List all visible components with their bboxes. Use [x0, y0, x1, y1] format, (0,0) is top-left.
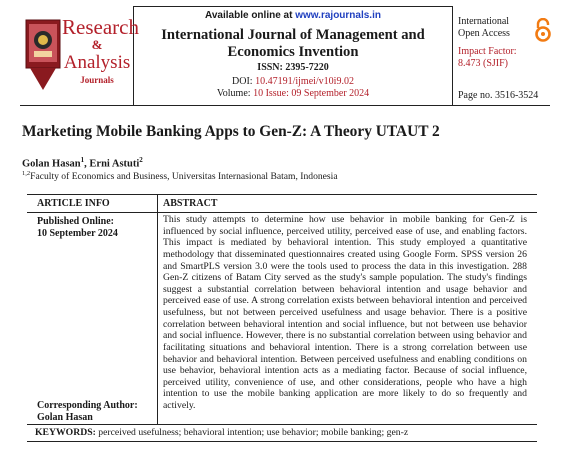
author-separator: , [84, 158, 90, 170]
corresponding-name: Golan Hasan [37, 412, 93, 423]
logo-journals: Journals [80, 75, 114, 85]
abstract-text: This study attempts to determine how use behavior in mobile banking for Gen-Z is influenced by social influence, perceived utility, perceived ease of use, and enabling factors. This impact is mediated by behavioral intention. This study employed a quantitative methodology that disseminated questionnaires created using Google Form. SPSS version 26 and SmartPLS version 3.0 were the tools used to process the data in this investigation. 288 Gen-Z citizens of Batam City served as the study's sample population. The study's findings suggest a substantial correlation between behavioral intention and usage behavior and perceived ease of use. A strong correlation exists between behavioral intention and perceived usefulness, but not between perceived usefulness and usage behavior. There is a positive correlation between behavioral intention and social influence, but not between use behavior and social influence. However, there is no substantial correlation between using behavior and facilitating situations and behavioral intention. There is a strong correlation between use behavior and behavioral intention. Between perceived usefulness and enabling conditions on use behavior, behavioral intention acts as a mediating factor. Because of social influence, perceived utility, convenience of use, and other considerations, people who have a high intention to use the mobile banking application are more likely to do so frequently and actively. [163, 214, 527, 411]
header-center [134, 6, 452, 99]
open-access-label: Open Access [458, 28, 510, 39]
published-online [37, 216, 118, 240]
affiliation [22, 170, 338, 182]
logo-emblem-icon [24, 18, 64, 96]
author-1: Golan Hasan [22, 158, 81, 170]
logo-ampersand: & [91, 37, 103, 52]
box-rule-bottom [27, 441, 537, 442]
open-access-row [458, 16, 554, 44]
logo-analysis: Analysis [63, 52, 131, 73]
corresponding-label: Corresponding Author: [37, 400, 138, 411]
header-rule-bottom [20, 105, 550, 106]
logo-research: Research [62, 15, 139, 39]
published-date: 10 September 2024 [37, 228, 118, 239]
keywords-label: KEYWORDS: [35, 427, 96, 438]
box-rule-keywords [27, 424, 537, 425]
author-2: Erni Astuti [89, 158, 140, 170]
box-column-divider [157, 194, 158, 424]
issn: ISSN: 2395-7220 [257, 62, 329, 73]
open-access-text [458, 16, 510, 40]
journal-url-link[interactable]: www.rajournals.in [295, 10, 381, 21]
keywords-line [35, 427, 408, 438]
affiliation-sup: 1,2 [22, 170, 31, 177]
volume-number: 10 [253, 88, 264, 99]
box-rule-head [27, 212, 537, 213]
corresponding-author [37, 400, 138, 424]
logo-wordmark [62, 15, 139, 86]
impact-factor-value: 8.473 (SJIF) [458, 58, 509, 69]
header-divider-right [452, 6, 453, 106]
page-number: Page no. 3516-3524 [458, 90, 539, 101]
available-prefix: Available online at [205, 10, 296, 21]
open-access-lock-icon [535, 18, 551, 42]
paper-title: Marketing Mobile Banking Apps to Gen-Z: A Theory UTAUT 2 [22, 123, 440, 140]
journal-header [20, 6, 550, 106]
affiliation-text: Faculty of Economics and Business, Universitas Internasional Batam, Indonesia [30, 171, 338, 183]
volume-prefix: Volume: [216, 88, 254, 99]
doi-link[interactable]: 10.47191/ijmei/v10i9.02 [255, 76, 354, 87]
journal-logo [24, 15, 139, 100]
box-rule-top [27, 194, 537, 195]
header-right [458, 16, 554, 101]
author-1-sup: 1 [80, 156, 85, 164]
abstract-heading: ABSTRACT [163, 198, 218, 209]
doi-line [134, 76, 452, 87]
author-2-sup: 2 [139, 156, 143, 164]
available-online [134, 10, 452, 21]
journal-title: International Journal of Management and Economics Invention [161, 27, 425, 60]
article-info-heading: ARTICLE INFO [37, 198, 110, 209]
doi-prefix: DOI: [232, 76, 256, 87]
author-list [22, 156, 143, 170]
volume-issue [134, 88, 452, 99]
published-label: Published Online: [37, 216, 114, 227]
impact-factor-label: Impact Factor: [458, 46, 517, 57]
article-info-box [27, 194, 537, 442]
issue-date: Issue: 09 September 2024 [265, 88, 370, 99]
international-label: International [458, 16, 510, 27]
keywords-text: perceived usefulness; behavioral intention; use behavior; mobile banking; gen-z [95, 427, 409, 438]
